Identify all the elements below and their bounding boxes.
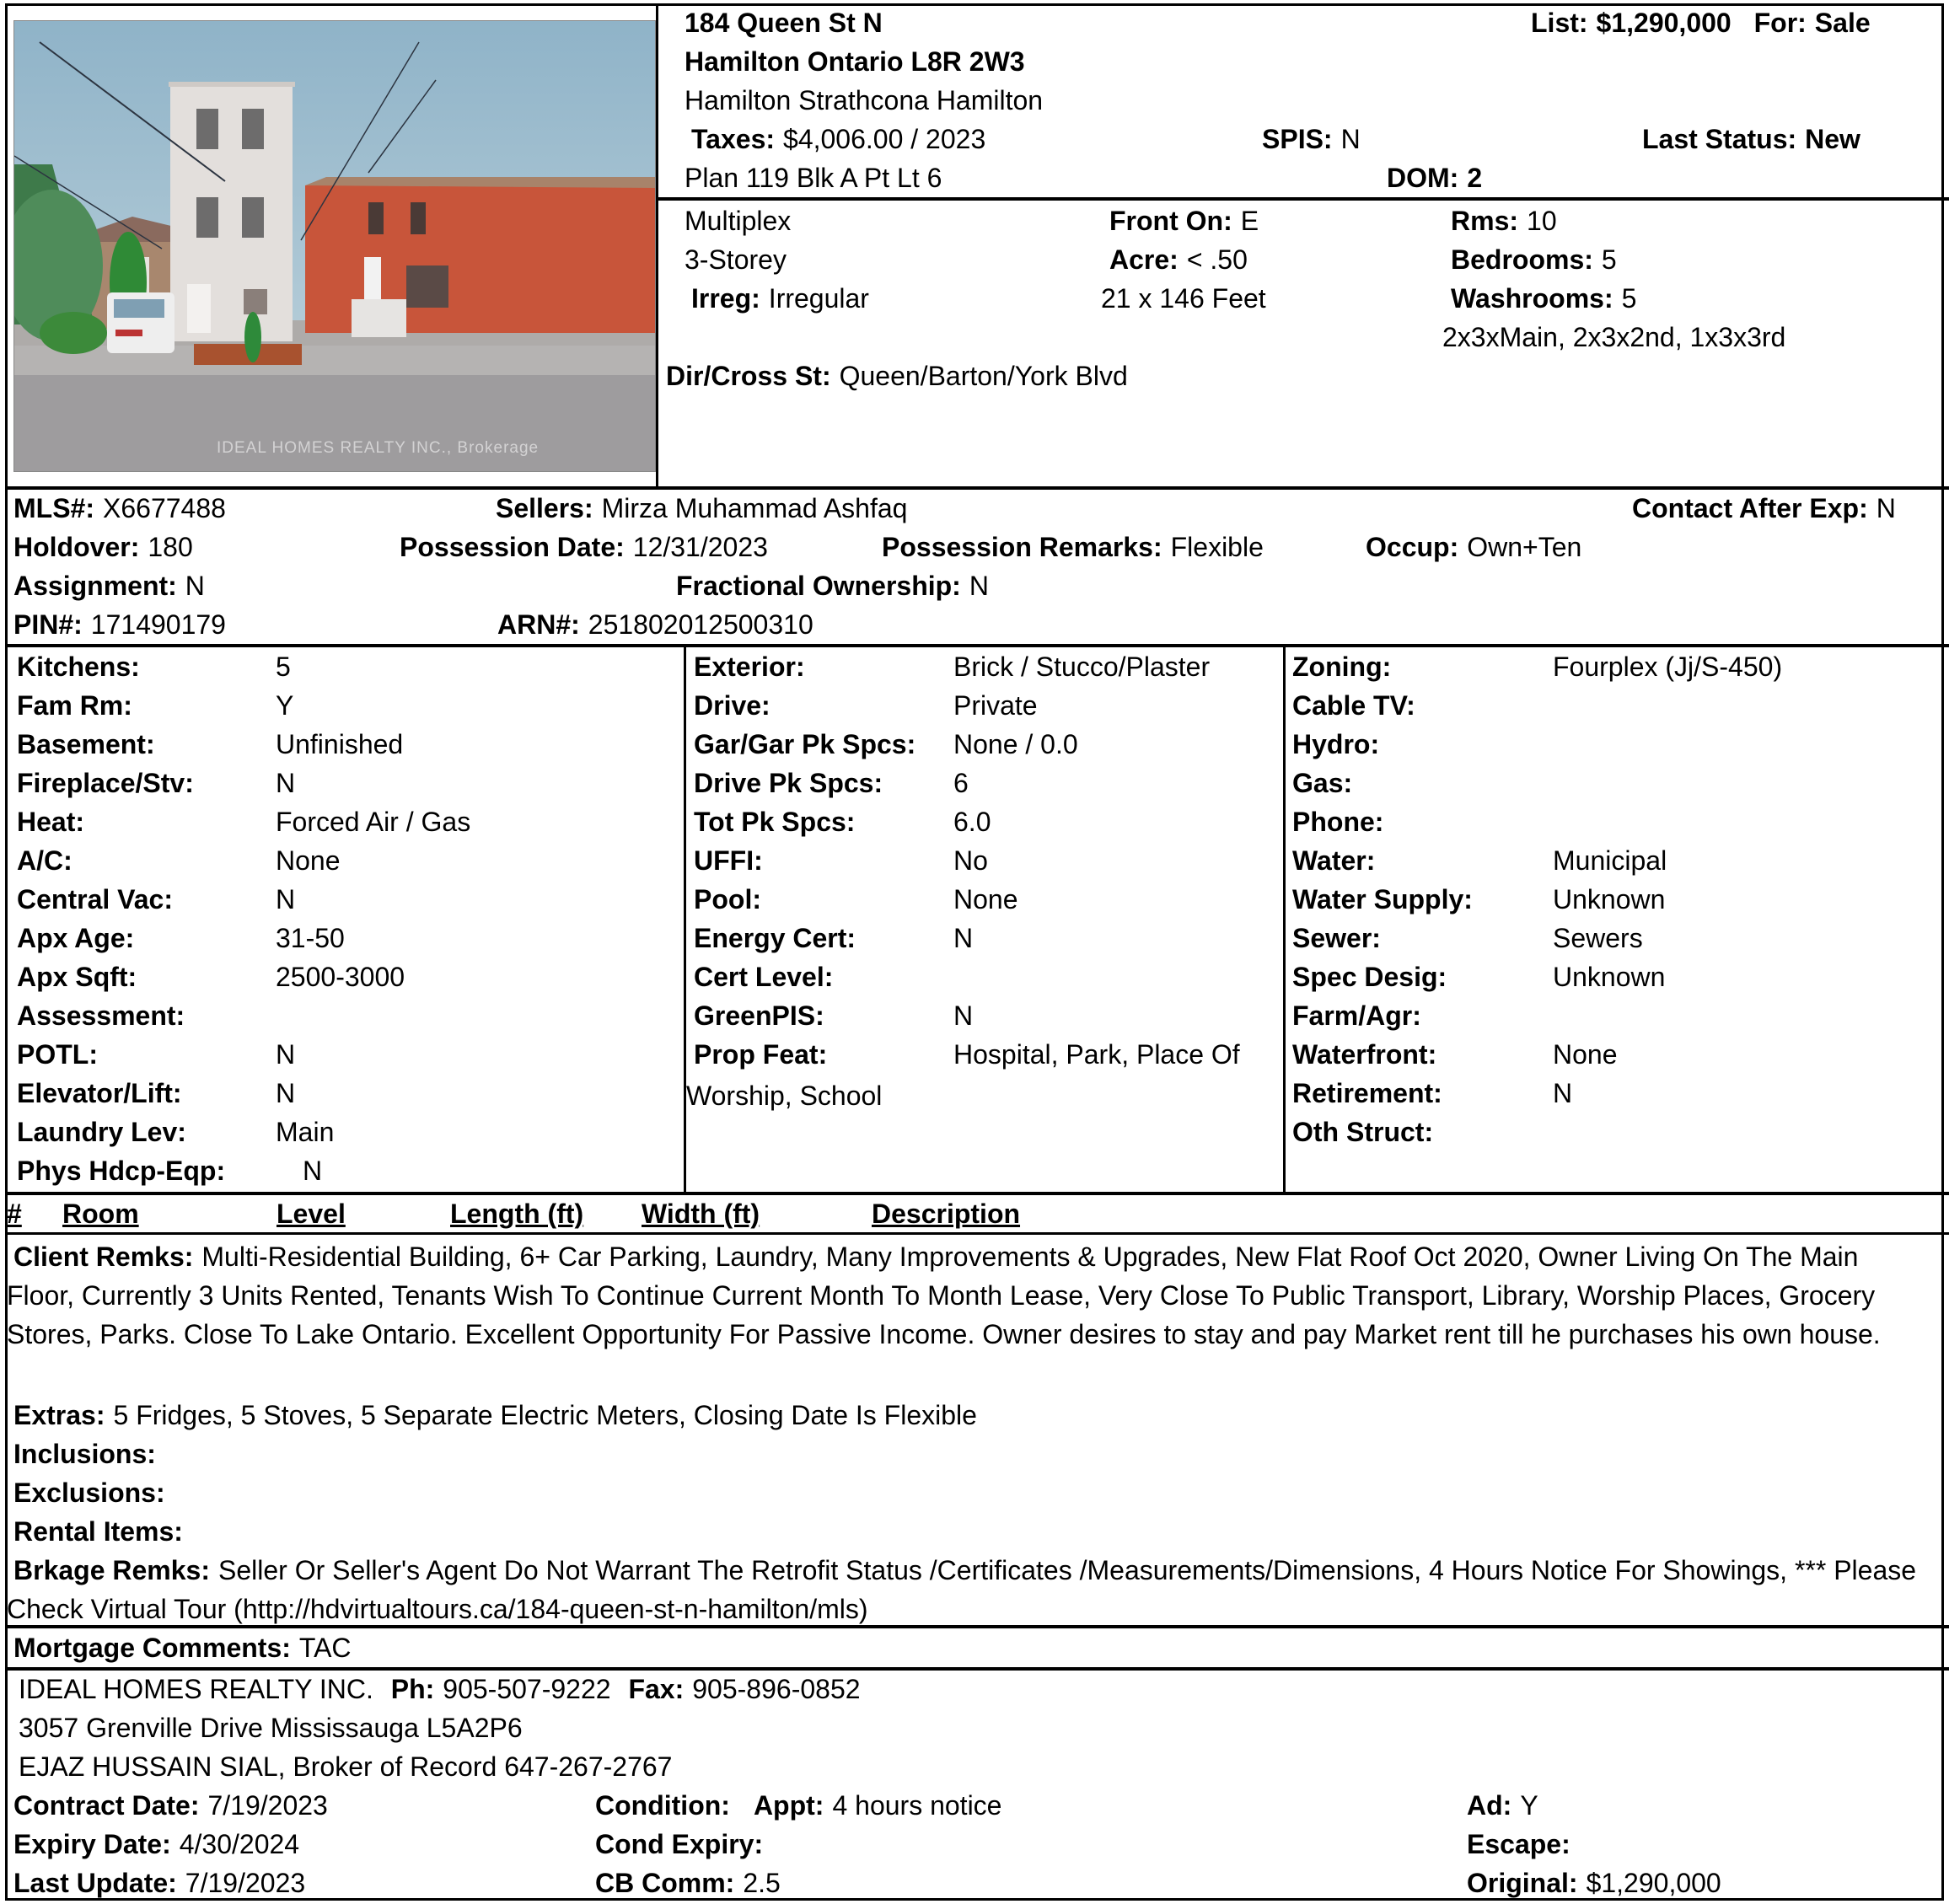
irreg-label: Irreg: xyxy=(691,283,760,314)
detail-c3-label: Spec Desig: xyxy=(1292,962,1447,992)
brokerage-address: 3057 Grenville Drive Mississauga L5A2P6 xyxy=(19,1713,523,1743)
taxes-value: $4,006.00 / 2023 xyxy=(783,124,986,154)
house-photo-illustration xyxy=(14,21,655,471)
ad xyxy=(1467,1789,1538,1822)
detail-c1-value: 5 xyxy=(276,652,291,682)
detail-c2-label: Tot Pk Spcs: xyxy=(694,807,856,837)
last-update xyxy=(13,1866,305,1900)
last-update-value: 7/19/2023 xyxy=(185,1868,306,1898)
detail-c1-label: POTL: xyxy=(17,1039,98,1070)
detail-c1-label: A/C: xyxy=(17,845,72,876)
rooms-col-num: # xyxy=(7,1199,22,1229)
detail-c1-value: Unfinished xyxy=(276,729,404,759)
arn-number xyxy=(497,609,813,641)
occup-label: Occup: xyxy=(1366,532,1459,562)
possession-date-value: 12/31/2023 xyxy=(632,532,768,562)
detail-c2-label: Pool: xyxy=(694,884,761,914)
spis-label: SPIS: xyxy=(1262,124,1333,154)
for-value: Sale xyxy=(1814,8,1871,38)
divider xyxy=(656,3,658,489)
pin-number xyxy=(13,609,226,641)
spis-value: N xyxy=(1340,124,1361,154)
contact-after-exp xyxy=(1632,492,1896,524)
divider xyxy=(1283,644,1286,1193)
rooms-col-room: Room xyxy=(62,1199,139,1229)
irreg-value: Irregular xyxy=(768,283,869,314)
detail-c1-label: Phys Hdcp-Eqp: xyxy=(17,1156,226,1186)
holdover-label: Holdover: xyxy=(13,532,140,562)
detail-c3-value: N xyxy=(1553,1078,1573,1108)
front-on-label: Front On: xyxy=(1109,206,1232,236)
assignment-label: Assignment: xyxy=(13,571,177,601)
detail-c2-value: Hospital, Park, Place Of xyxy=(953,1039,1240,1070)
detail-c1-label: Kitchens: xyxy=(17,652,140,682)
arn-value: 251802012500310 xyxy=(588,609,813,640)
original-label: Original: xyxy=(1467,1868,1578,1898)
appt-label: Appt: xyxy=(753,1790,824,1821)
washrooms-value: 5 xyxy=(1621,283,1637,314)
rooms-col-length: Length (ft) xyxy=(450,1199,584,1229)
detail-c1-value: N xyxy=(303,1156,323,1186)
detail-c3-value: Unknown xyxy=(1553,884,1666,914)
front-on xyxy=(1109,205,1259,237)
fractional-ownership xyxy=(676,570,989,602)
washrooms xyxy=(1451,282,1636,314)
broker-of-record: EJAZ HUSSAIN SIAL, Broker of Record 647-267-2767 xyxy=(19,1751,673,1782)
condition-appt xyxy=(595,1789,1001,1822)
detail-c3-label: Water: xyxy=(1292,845,1376,876)
rooms-col-description: Description xyxy=(872,1199,1021,1229)
detail-c3-label: Gas: xyxy=(1292,768,1353,798)
washrooms-detail: 2x3xMain, 2x3x2nd, 1x3x3rd xyxy=(1442,322,1786,352)
fax-label: Fax: xyxy=(628,1674,685,1704)
detail-c1-value: None xyxy=(276,845,341,876)
sellers-value: Mirza Muhammad Ashfaq xyxy=(601,493,908,523)
detail-c3-value: Fourplex (Jj/S-450) xyxy=(1553,652,1783,682)
detail-c3-label: Hydro: xyxy=(1292,729,1380,759)
rooms-col-level: Level xyxy=(277,1199,346,1229)
detail-c3-value: Unknown xyxy=(1553,962,1666,992)
detail-c1-value: N xyxy=(276,1078,296,1108)
bedrooms-value: 5 xyxy=(1601,244,1617,275)
mortgage-value: TAC xyxy=(298,1633,352,1663)
possession-remarks-value: Flexible xyxy=(1170,532,1264,562)
cross-street-label: Dir/Cross St: xyxy=(666,361,831,391)
mortgage-label: Mortgage Comments: xyxy=(13,1633,291,1663)
cb-comm-value: 2.5 xyxy=(743,1868,781,1898)
mortgage-comments xyxy=(13,1631,352,1665)
contact-label: Contact After Exp: xyxy=(1632,493,1868,523)
possession-remarks-label: Possession Remarks: xyxy=(882,532,1162,562)
detail-c3-label: Phone: xyxy=(1292,807,1384,837)
cross-street xyxy=(666,360,1128,392)
acre-value: < .50 xyxy=(1186,244,1248,275)
cond-expiry-label: Cond Expiry: xyxy=(595,1829,764,1859)
photo-watermark: IDEAL HOMES REALTY INC., Brokerage xyxy=(217,439,540,457)
detail-c1-label: Basement: xyxy=(17,729,155,759)
mls-number xyxy=(13,492,226,524)
detail-c2-value: Brick / Stucco/Plaster xyxy=(953,652,1211,682)
cross-street-value: Queen/Barton/York Blvd xyxy=(839,361,1128,391)
detail-c2-value: None xyxy=(953,884,1018,914)
brokerage-remarks-label: Brkage Remks: xyxy=(13,1555,210,1585)
assignment xyxy=(13,570,205,602)
detail-c3-label: Sewer: xyxy=(1292,923,1381,953)
expiry-date xyxy=(13,1827,299,1861)
occupancy xyxy=(1366,531,1581,563)
bedrooms-label: Bedrooms: xyxy=(1451,244,1593,275)
dom-value: 2 xyxy=(1467,163,1483,193)
phone-label: Ph: xyxy=(390,1674,435,1704)
detail-c2-label: UFFI: xyxy=(694,845,763,876)
detail-c2-label: GreenPIS: xyxy=(694,1000,824,1031)
rental-items-label: Rental Items: xyxy=(13,1516,183,1547)
detail-c3-label: Cable TV: xyxy=(1292,690,1415,721)
last-update-label: Last Update: xyxy=(13,1868,177,1898)
divider xyxy=(5,1232,1949,1235)
fax-value: 905-896-0852 xyxy=(692,1674,861,1704)
phone-value: 905-507-9222 xyxy=(443,1674,611,1704)
detail-c1-value: 31-50 xyxy=(276,923,345,953)
detail-c3-value: None xyxy=(1553,1039,1618,1070)
detail-c1-label: Laundry Lev: xyxy=(17,1117,186,1147)
bedrooms xyxy=(1451,244,1617,276)
divider xyxy=(5,1625,1949,1628)
property-photo xyxy=(13,20,656,472)
pin-value: 171490179 xyxy=(90,609,226,640)
detail-c3-value: Municipal xyxy=(1553,845,1667,876)
client-remarks-text: Multi-Residential Building, 6+ Car Parking, Laundry, Many Improvements & Upgrades, New Flat Roof Oct 2020, Owner Living On The Main Floor, Currently 3 Units Rented, Tenants Wish To Continue Current Month To Month Lease, Very Close To Public Transport, Library, Worship Places, Grocery Stores, Parks. Close To Lake Ontario. Excellent Opportunity For Passive Income. Owner desires to stay and pay Market rent till he purchases his own house. xyxy=(7,1242,1881,1349)
detail-c1-label: Fireplace/Stv: xyxy=(17,768,194,798)
cb-comm-label: CB Comm: xyxy=(595,1868,735,1898)
occup-value: Own+Ten xyxy=(1467,532,1582,562)
detail-c1-value: N xyxy=(276,1039,296,1070)
extras-label: Extras: xyxy=(13,1400,105,1430)
detail-c2-label: Drive Pk Spcs: xyxy=(694,768,883,798)
assignment-value: N xyxy=(185,571,205,601)
acre xyxy=(1109,244,1248,276)
for-label: For: xyxy=(1753,8,1807,38)
detail-c3-label: Water Supply: xyxy=(1292,884,1473,914)
divider xyxy=(5,644,1949,647)
last-status-value: New xyxy=(1805,124,1860,154)
divider xyxy=(5,486,1949,490)
detail-c1-label: Apx Sqft: xyxy=(17,962,137,992)
detail-c1-label: Heat: xyxy=(17,807,85,837)
detail-c1-label: Elevator/Lift: xyxy=(17,1078,182,1108)
detail-c1-value: Forced Air / Gas xyxy=(276,807,471,837)
expiry-date-value: 4/30/2024 xyxy=(179,1829,300,1859)
mls-label: MLS#: xyxy=(13,493,94,523)
possession-remarks xyxy=(882,531,1264,563)
divider xyxy=(5,1192,1949,1195)
fractional-label: Fractional Ownership: xyxy=(676,571,961,601)
detail-c2-label: Prop Feat: xyxy=(694,1039,828,1070)
arn-label: ARN#: xyxy=(497,609,580,640)
divider xyxy=(656,197,1949,201)
detail-c2-label: Exterior: xyxy=(694,652,805,682)
list-label: List: xyxy=(1531,8,1588,38)
mls-value: X6677488 xyxy=(103,493,226,523)
extras-text: 5 Fridges, 5 Stoves, 5 Separate Electric Meters, Closing Date Is Flexible xyxy=(113,1400,977,1430)
last-status xyxy=(1642,123,1860,155)
exclusions-label: Exclusions: xyxy=(13,1478,165,1508)
detail-c3-label: Waterfront: xyxy=(1292,1039,1437,1070)
possession-date xyxy=(400,531,768,563)
pin-label: PIN#: xyxy=(13,609,83,640)
list-price-block xyxy=(1531,7,1871,39)
property-style: 3-Storey xyxy=(685,244,787,275)
detail-c3-label: Retirement: xyxy=(1292,1078,1442,1108)
list-price: $1,290,000 xyxy=(1596,8,1732,38)
detail-c2-value: N xyxy=(953,1000,974,1031)
detail-c1-value: 2500-3000 xyxy=(276,962,405,992)
detail-c1-label: Assessment: xyxy=(17,1000,185,1031)
detail-c2-label: Gar/Gar Pk Spcs: xyxy=(694,729,916,759)
detail-c2-value: 6.0 xyxy=(953,807,991,837)
detail-c2-value: No xyxy=(953,845,988,876)
acre-label: Acre: xyxy=(1109,244,1179,275)
extras xyxy=(13,1396,977,1435)
brokerage-remarks-text: Seller Or Seller's Agent Do Not Warrant The Retrofit Status /Certificates /Measurements/Dimensions, 4 Hours Notice For Showings, *** Please Check Virtual Tour (http://hdvirtualtours.ca/184-queen-st-n-hamilton/mls) xyxy=(7,1555,1917,1624)
lot-size: 21 x 146 Feet xyxy=(1101,283,1266,314)
taxes-label: Taxes: xyxy=(691,124,776,154)
dom-label: DOM: xyxy=(1387,163,1459,193)
expiry-date-label: Expiry Date: xyxy=(13,1829,171,1859)
spis xyxy=(1262,123,1361,155)
detail-c1-label: Apx Age: xyxy=(17,923,135,953)
detail-c1-value: Y xyxy=(276,690,294,721)
sellers-label: Sellers: xyxy=(496,493,593,523)
brokerage-name: IDEAL HOMES REALTY INC. xyxy=(19,1674,373,1704)
client-remarks xyxy=(7,1237,1920,1354)
last-status-label: Last Status: xyxy=(1642,124,1797,154)
irreg xyxy=(691,282,869,314)
detail-c2-value: None / 0.0 xyxy=(953,729,1078,759)
cb-comm xyxy=(595,1866,781,1900)
front-on-value: E xyxy=(1240,206,1259,236)
brokerage-line xyxy=(19,1672,861,1706)
legal-description: Plan 119 Blk A Pt Lt 6 xyxy=(685,163,942,193)
dom xyxy=(1387,162,1482,194)
ad-value: Y xyxy=(1520,1790,1538,1821)
detail-c1-label: Fam Rm: xyxy=(17,690,132,721)
inclusions-label: Inclusions: xyxy=(13,1439,156,1469)
prop-feat-continued: Worship, School xyxy=(686,1081,883,1111)
client-remarks-label: Client Remks: xyxy=(13,1242,194,1272)
taxes xyxy=(691,123,985,155)
fractional-value: N xyxy=(969,571,989,601)
detail-c3-label: Farm/Agr: xyxy=(1292,1000,1421,1031)
possession-date-label: Possession Date: xyxy=(400,532,625,562)
appt-value: 4 hours notice xyxy=(832,1790,1002,1821)
detail-c3-label: Oth Struct: xyxy=(1292,1117,1434,1147)
address-line-1: 184 Queen St N xyxy=(685,8,883,38)
brokerage-remarks xyxy=(7,1551,1920,1628)
washrooms-label: Washrooms: xyxy=(1451,283,1613,314)
original-value: $1,290,000 xyxy=(1586,1868,1721,1898)
community: Hamilton Strathcona Hamilton xyxy=(685,85,1044,115)
detail-c3-label: Zoning: xyxy=(1292,652,1392,682)
divider xyxy=(5,1667,1949,1671)
detail-c1-value: Main xyxy=(276,1117,335,1147)
rms-value: 10 xyxy=(1527,206,1557,236)
contract-date xyxy=(13,1789,328,1822)
sellers xyxy=(496,492,907,524)
property-type: Multiplex xyxy=(685,206,792,236)
detail-c2-label: Drive: xyxy=(694,690,770,721)
detail-c2-value: N xyxy=(953,923,974,953)
rooms-col-width: Width (ft) xyxy=(642,1199,760,1229)
contract-date-value: 7/19/2023 xyxy=(207,1790,328,1821)
rms-label: Rms: xyxy=(1451,206,1519,236)
detail-c2-label: Energy Cert: xyxy=(694,923,856,953)
contact-value: N xyxy=(1876,493,1896,523)
holdover-value: 180 xyxy=(148,532,193,562)
escape-label: Escape: xyxy=(1467,1829,1570,1859)
detail-c2-value: 6 xyxy=(953,768,969,798)
detail-c2-label: Cert Level: xyxy=(694,962,834,992)
condition-label: Condition: xyxy=(595,1790,730,1821)
detail-c1-value: N xyxy=(276,884,296,914)
rooms-count xyxy=(1451,205,1557,237)
detail-c1-label: Central Vac: xyxy=(17,884,173,914)
ad-label: Ad: xyxy=(1467,1790,1512,1821)
contract-date-label: Contract Date: xyxy=(13,1790,200,1821)
original-price xyxy=(1467,1866,1721,1900)
detail-c1-value: N xyxy=(276,768,296,798)
address-line-2: Hamilton Ontario L8R 2W3 xyxy=(685,46,1025,77)
detail-c3-value: Sewers xyxy=(1553,923,1643,953)
holdover xyxy=(13,531,193,563)
detail-c2-value: Private xyxy=(953,690,1038,721)
